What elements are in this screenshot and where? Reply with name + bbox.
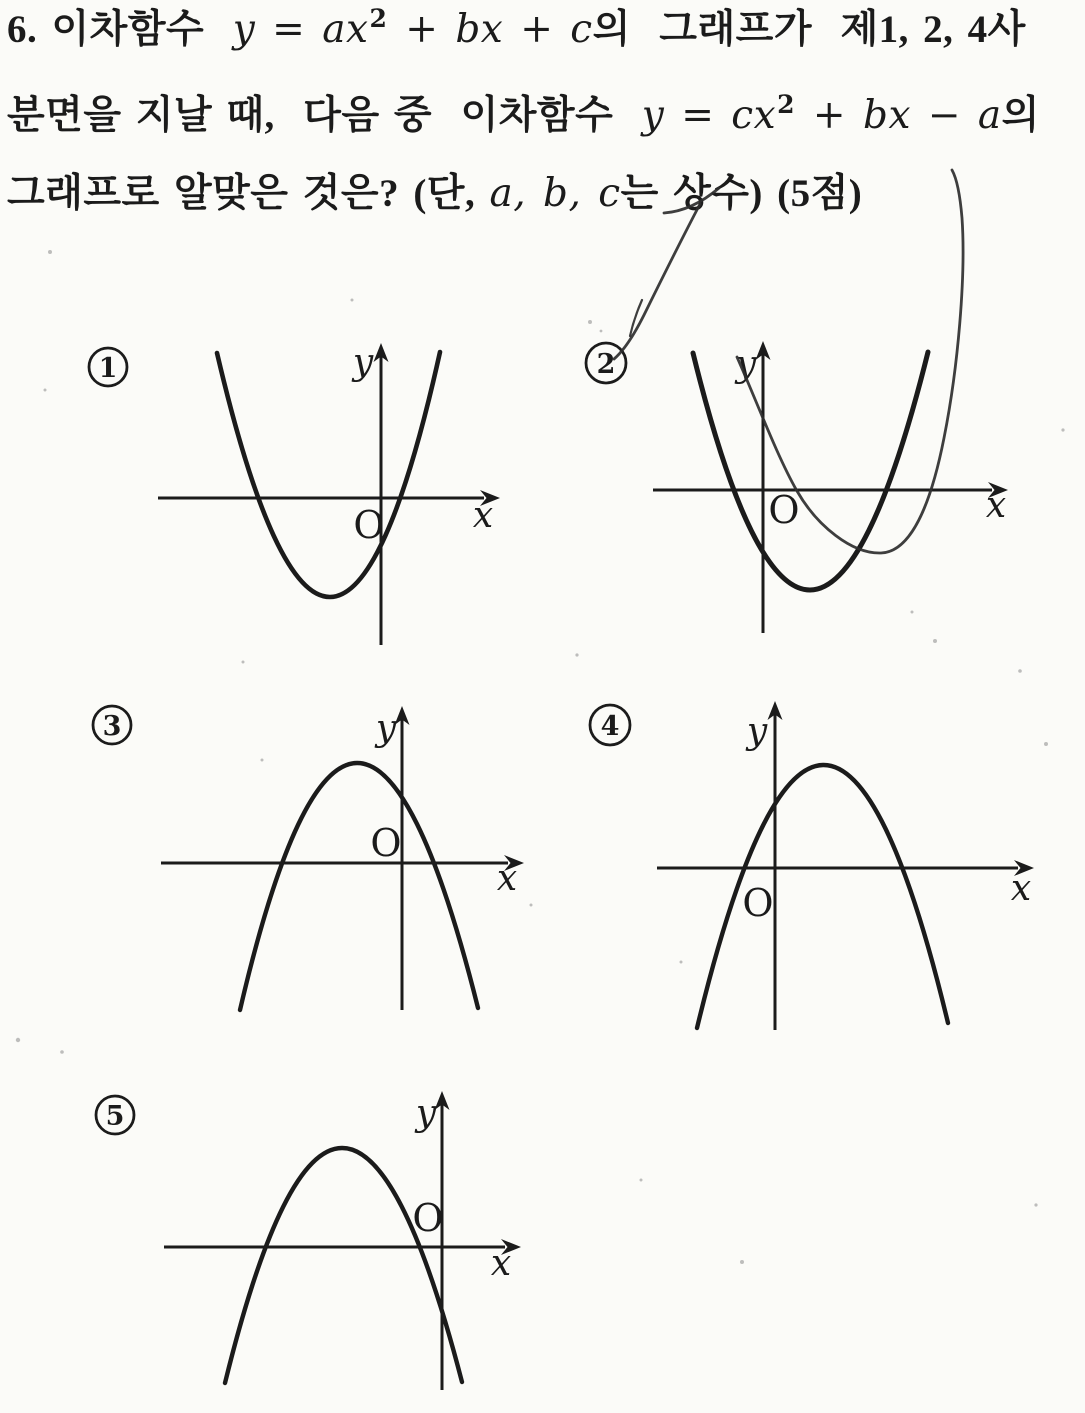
formula-2-pre: y = cx bbox=[641, 93, 777, 138]
choice-2-parabola bbox=[693, 352, 928, 590]
question-line-3-intro: 그래프로 알맞은 것은? (단, bbox=[7, 172, 490, 215]
question-line-1 bbox=[7, 4, 1026, 54]
origin-label: O bbox=[412, 1196, 444, 1240]
question-number: 6. bbox=[7, 8, 38, 51]
y-axis-label: y bbox=[415, 1093, 437, 1134]
y-axis-label: y bbox=[352, 342, 374, 383]
y-axis-label: y bbox=[746, 711, 768, 752]
choice-2-badge bbox=[586, 343, 626, 383]
formula-1-superscript: 2 bbox=[369, 4, 388, 33]
formula-1-post: + bx + c bbox=[388, 7, 593, 52]
question-line-2 bbox=[7, 90, 1040, 140]
choice-4-graph bbox=[580, 700, 1085, 1045]
choice-1-badge-number: 1 bbox=[98, 353, 118, 384]
choice-1-badge bbox=[89, 348, 127, 386]
question-line-1-tail: 의 그래프가 제1, 2, 4사 bbox=[592, 8, 1026, 51]
x-axis-label: x bbox=[472, 495, 494, 536]
choice-5-badge-number: 5 bbox=[105, 1101, 125, 1132]
question-line-1-intro: 이차함수 bbox=[37, 8, 233, 51]
choice-1-graph bbox=[60, 330, 540, 665]
choice-3-badge-number: 3 bbox=[102, 711, 122, 742]
y-axis-label: y bbox=[735, 344, 757, 385]
x-axis-label: x bbox=[496, 858, 518, 899]
question-line-2-tail: 의 bbox=[1001, 94, 1040, 137]
formula-1-pre: y = ax bbox=[232, 7, 369, 52]
choice-2-badge-number: 2 bbox=[596, 349, 616, 380]
x-axis-label: x bbox=[1010, 868, 1032, 909]
origin-label: O bbox=[742, 881, 774, 925]
question-line-3-tail: 는 상수) (5점) bbox=[620, 172, 863, 215]
origin-label: O bbox=[768, 488, 800, 532]
choice-2-graph bbox=[580, 330, 1085, 660]
question-line-3 bbox=[7, 171, 862, 218]
x-axis-label: x bbox=[490, 1243, 512, 1284]
choice-3-parabola bbox=[240, 763, 478, 1010]
origin-label: O bbox=[353, 503, 385, 547]
choice-4-badge-number: 4 bbox=[600, 711, 620, 742]
formula-3-vars: a, b, c bbox=[489, 171, 621, 216]
choice-3-graph bbox=[60, 700, 540, 1030]
choice-1-parabola bbox=[217, 352, 440, 597]
choice-4-badge bbox=[590, 705, 630, 745]
x-axis-label: x bbox=[985, 485, 1007, 526]
choice-5-badge bbox=[96, 1096, 134, 1134]
choice-3-badge bbox=[93, 706, 131, 744]
formula-2-superscript: 2 bbox=[777, 90, 796, 119]
choice-5-graph bbox=[60, 1080, 540, 1413]
origin-label: O bbox=[370, 821, 402, 865]
formula-2-post: + bx − a bbox=[796, 93, 1002, 138]
y-axis-label: y bbox=[375, 708, 397, 749]
choice-5-parabola bbox=[225, 1148, 462, 1383]
question-line-2-intro: 분면을 지날 때, 다음 중 이차함수 bbox=[7, 94, 642, 137]
choice-4-parabola bbox=[697, 765, 948, 1028]
